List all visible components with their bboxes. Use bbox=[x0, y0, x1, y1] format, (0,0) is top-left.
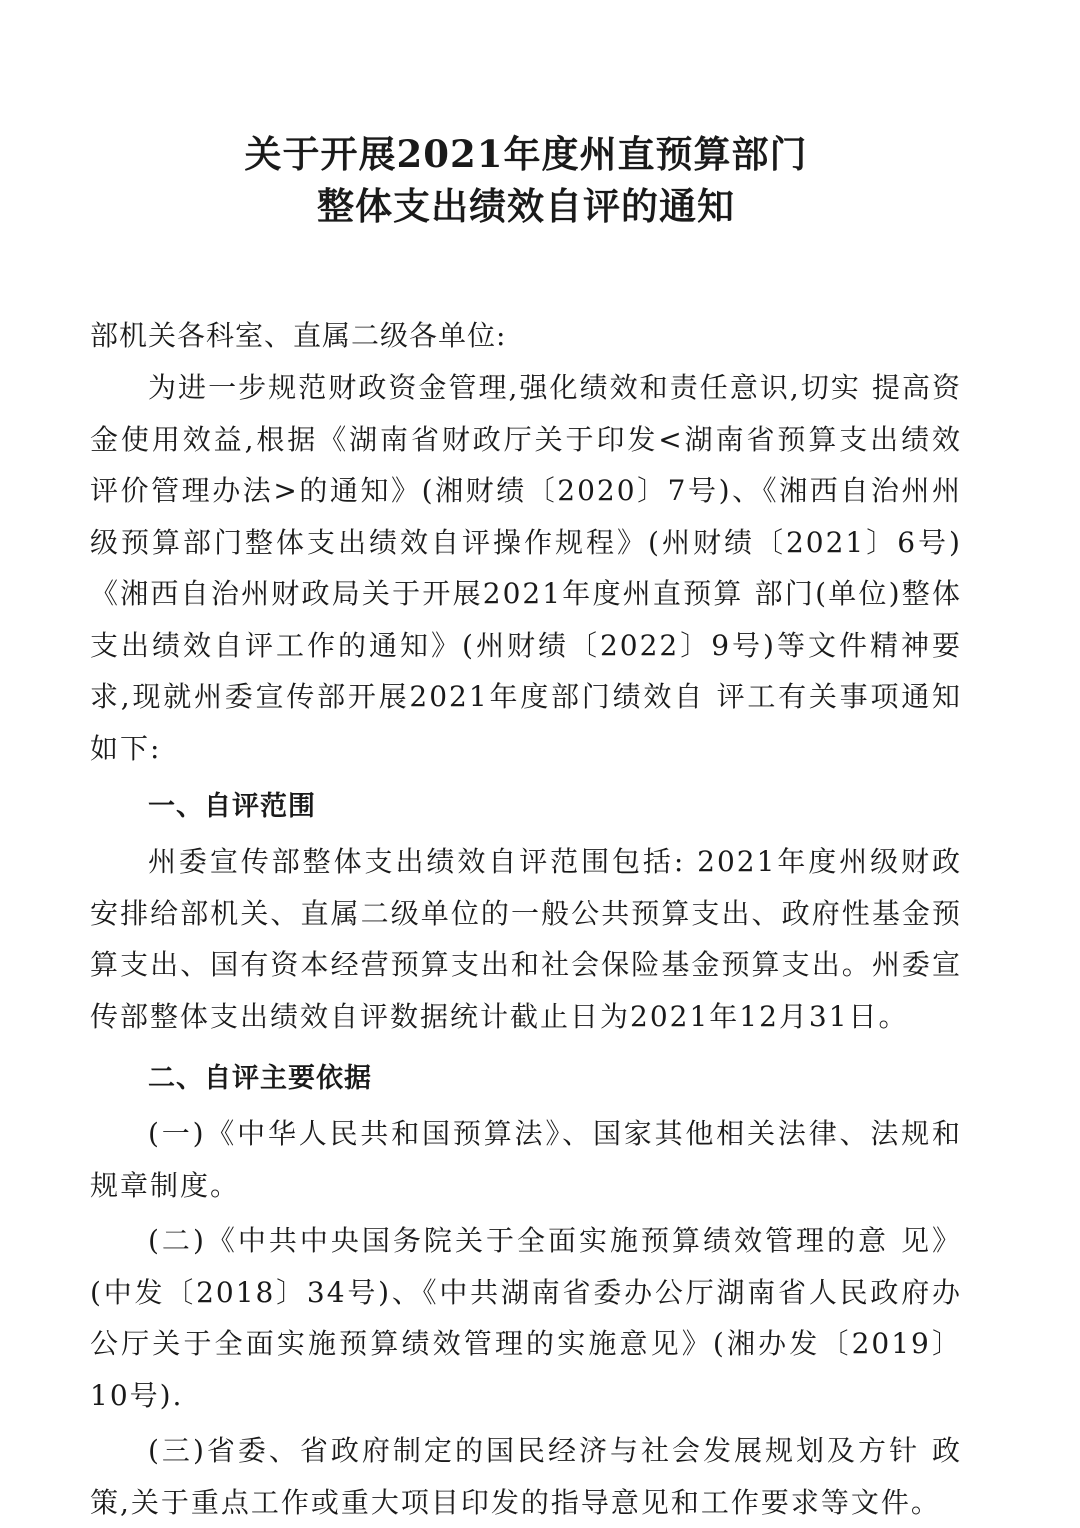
section-2-item-2: (二)《中共中央国务院关于全面实施预算绩效管理的意 见》(中发〔2018〕34号)、《中共湖南省委办公厅湖南省人民政府办公厅关于全面实施预算绩效管理的实施意见》(湘办发〔2019〕10号). bbox=[90, 1224, 962, 1412]
section-2-item-1: (一)《中华人民共和国预算法》、国家其他相关法律、法规和规章制度。 bbox=[90, 1117, 962, 1202]
section-2-item-3: (三)省委、省政府制定的国民经济与社会发展规划及方针 政策,关于重点工作或重大项目印发的指导意见和工作要求等文件。 bbox=[90, 1434, 962, 1519]
document-title bbox=[90, 0, 962, 232]
salutation: 部机关各科室、直属二级各单位: bbox=[90, 319, 507, 352]
title-line-1: 关于开展2021年度州直预算部门 bbox=[244, 132, 808, 176]
title-line-2: 整体支出绩效自评的通知 bbox=[317, 184, 735, 228]
intro-paragraph: 为进一步规范财政资金管理,强化绩效和责任意识,切实 提高资金使用效益,根据《湖南省财政厅关于印发<湖南省预算支出绩效评价管理办法>的通知》(湘财绩〔2020〕7号)、《湘西自治州州级预算部门整体支出绩效自评操作规程》(州财绩〔2021〕6号)《湘西自治州财政局关于开展2021年度州直预算 部门(单位)整体支出绩效自评工作的通知》(州财绩〔2022〕9号)等文件精神要求,现就州委宣传部开展2021年度部门绩效自 评工有关事项通知如下: bbox=[90, 371, 962, 765]
section-1-body: 州委宣传部整体支出绩效自评范围包括: 2021年度州级财政安排给部机关、直属二级单位的一般公共预算支出、政府性基金预算支出、国有资本经营预算支出和社会保险基金预算支出。州委宣传部整体支出绩效自评数据统计截止日为2021年12月31日。 bbox=[90, 845, 962, 1033]
section-1-heading: 一、自评范围 bbox=[148, 791, 316, 822]
section-2-heading: 二、自评主要依据 bbox=[148, 1063, 372, 1094]
